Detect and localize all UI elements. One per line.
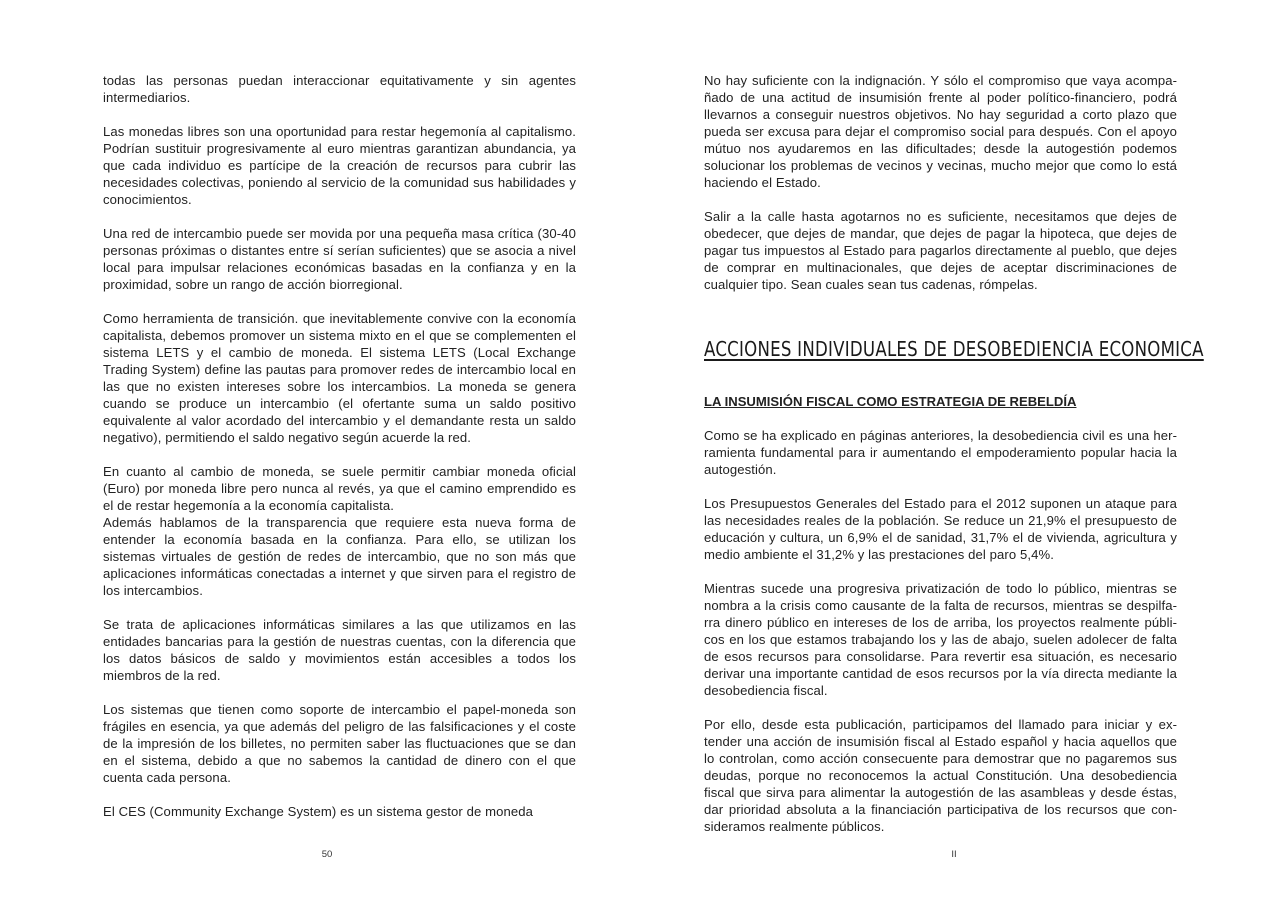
subsection-title: LA INSUMISIÓN FISCAL COMO ESTRATEGIA DE REBELDÍA bbox=[704, 394, 1077, 409]
right-page bbox=[640, 0, 1280, 916]
paragraph: Se trata de aplicaciones informáticas similares a las que utilizamos en las entidades bancarias para la gestión de nuestras cuentas, con la diferencia que los datos básicos de saldo y movimientos están accesibles a todos los miembros de la red. bbox=[103, 617, 576, 683]
paragraph: No hay suficiente con la indignación. Y sólo el compromiso que vaya acompañado de una actitud de insumisión frente al poder político-financiero, podrá llevarnos a conseguir nuestros objetivos. No hay seguridad a corto plazo que pueda ser excusa para dejar el compromiso social para después. Con el apoyo mútuo nos ayudaremos en las dificultades; desde la autogestión podemos solucionar los problemas de vecinos y vecinas, mucho mejor que como lo está haciendo el Estado. bbox=[704, 73, 1177, 190]
page-number: II bbox=[951, 849, 957, 860]
paragraph: Las monedas libres son una oportunidad para restar hegemonía al capitalismo. Podrían sustituir progresivamente al euro mientras garantizan abundancia, ya que cada individuo es partícipe de la creación de recursos para cubrir las necesidades colectivas, poniendo al servicio de la comunidad sus habilidades y conocimientos. bbox=[103, 124, 576, 207]
paragraph: Además hablamos de la transparencia que requiere esta nueva forma de entender la economía basada en la confianza. Para ello, se utilizan los sistemas virtuales de gestión de redes de intercambio, que no son más que aplicaciones informáticas conectadas a internet y que sirven para el registro de los intercambios. bbox=[103, 515, 576, 598]
paragraph: Los Presupuestos Generales del Estado para el 2012 suponen un ataque para las necesidades reales de la población. Se reduce un 21,9% el presupuesto de educación y cultura, un 6,9% el de sanidad, 31,7% el de vivienda, agricultura y medio ambiente el 31,2% y las prestaciones del paro 5,4%. bbox=[704, 496, 1177, 562]
left-page-column bbox=[103, 72, 576, 837]
paragraph: Como se ha explicado en páginas anteriores, la desobediencia civil es una herramienta fundamental para ir aumentando el empoderamiento popular hacia la autogestión. bbox=[704, 428, 1177, 477]
paragraph: Por ello, desde esta publicación, participamos del llamado para iniciar y extender una acción de insumisión fiscal al Estado español y hacia aquellos que lo controlan, como acción consecuente para demostrar que no pagaremos sus deudas, porque no reconocemos la actual Constitución. Una desobediencia fiscal que sirva para alimentar la autogestión de las asambleas y desde éstas, dar prioridad absoluta a la financiación participativa de los recursos que consideramos realmente públicos. bbox=[704, 717, 1177, 834]
section-title: ACCIONES INDIVIDUALES DE DESOBEDIENCIA ECONOMICA bbox=[704, 337, 1204, 361]
paragraph: El CES (Community Exchange System) es un sistema gestor de moneda bbox=[103, 804, 534, 819]
page-number: 50 bbox=[321, 849, 333, 860]
paragraph: En cuanto al cambio de moneda, se suele permitir cambiar moneda oficial (Euro) por moneda libre pero nunca al revés, ya que el camino emprendido es el de restar hegemonía a la economía capitalista. bbox=[103, 464, 576, 513]
paragraph: Mientras sucede una progresiva privatización de todo lo público, mientras se nombra a la crisis como causante de la falta de recursos, mientras se despilfarra dinero público en intereses de los de arriba, los proyectos realmente públicos en los que estamos trabajando los y las de abajo, suelen adolecer de falta de esos recursos para consolidarse. Para revertir esa situación, es necesario derivar una importante cantidad de esos recursos por la vía directa mediante la desobediencia fiscal. bbox=[704, 581, 1177, 698]
right-page-column bbox=[704, 72, 1204, 852]
paragraph: Los sistemas que tienen como soporte de intercambio el papel-moneda son frágiles en esencia, ya que además del peligro de las falsificaciones y el coste de la impresión de los billetes, no permiten saber las fluctuaciones que se dan en el sistema, debido a que no sabemos la cantidad de dinero con el que cuenta cada persona. bbox=[103, 702, 576, 785]
paragraph: Una red de intercambio puede ser movida por una pequeña masa crítica (30-40 personas próximas o distantes entre sí serían suficientes) que se asocia a nivel local para impulsar relaciones económicas basadas en la confianza y en la proximidad, sobre un rango de acción biorregional. bbox=[103, 226, 576, 292]
paragraph: Como herramienta de transición. que inevitablemente convive con la economía capitalista, debemos promover un sistema mixto en el que se complementen el sistema LETS y el cambio de moneda. El sistema LETS (Local Exchange Trading System) define las pautas para promover redes de intercambio local en las que no existen intereses sobre los intercambios. La moneda se genera cuando se produce un intercambio (el ofertante suma un saldo positivo equivalente al valor acordado del intercambio y el demandante resta un saldo negativo), permitiendo el saldo negativo según acuerde la red. bbox=[103, 311, 576, 445]
paragraph: todas las personas puedan interaccionar equitativamente y sin agentes intermediarios. bbox=[103, 73, 576, 105]
paragraph: Salir a la calle hasta agotarnos no es suficiente, necesitamos que dejes de obedecer, que dejes de mandar, que dejes de pagar la hipoteca, que dejes de pagar tus impuestos al Estado para pagarlos directamente al pueblo, que dejes de comprar en multinacionales, que dejes de aceptar discriminaciones de cualquier tipo. Sean cuales sean tus cadenas, rómpelas. bbox=[704, 209, 1177, 292]
